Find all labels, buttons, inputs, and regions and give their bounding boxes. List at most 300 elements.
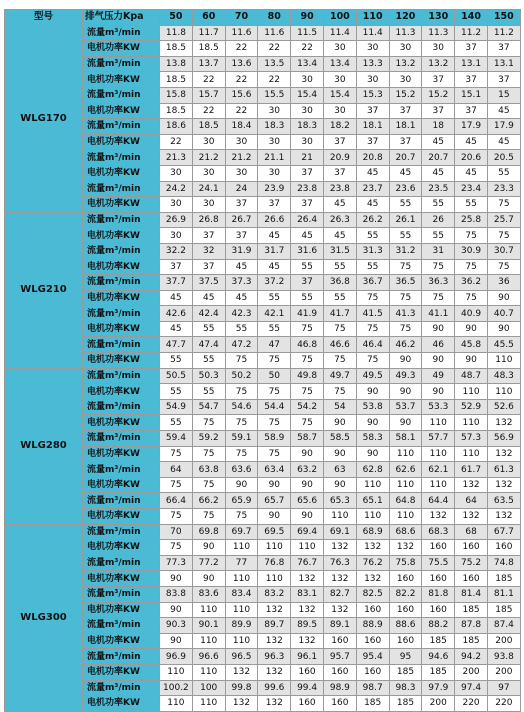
table-cell: 30 <box>323 41 356 57</box>
table-cell: 90 <box>356 415 389 431</box>
table-cell: 26.4 <box>291 212 324 228</box>
table-cell: 75.8 <box>389 555 422 571</box>
table-cell: 90 <box>160 602 193 618</box>
table-row <box>5 181 521 197</box>
table-row <box>5 571 521 587</box>
table-cell: 63.4 <box>258 462 291 478</box>
table-cell: 75 <box>258 446 291 462</box>
row-label: 流量m³/min <box>83 555 160 571</box>
row-label: 流量m³/min <box>83 493 160 509</box>
table-cell: 90 <box>291 446 324 462</box>
header-pressure-value: 70 <box>225 10 258 26</box>
table-cell: 76.2 <box>356 555 389 571</box>
table-cell: 75 <box>487 228 520 244</box>
table-cell: 31.9 <box>225 243 258 259</box>
table-cell: 70 <box>160 524 193 540</box>
table-cell: 45.8 <box>455 337 488 353</box>
table-cell: 47.7 <box>160 337 193 353</box>
table-cell: 64 <box>160 462 193 478</box>
table-cell: 11.5 <box>291 25 324 41</box>
table-cell: 90 <box>455 353 488 369</box>
table-cell: 37 <box>422 103 455 119</box>
table-cell: 45 <box>422 165 455 181</box>
table-cell: 132 <box>356 540 389 556</box>
table-cell: 42.4 <box>192 306 225 322</box>
table-cell: 58.3 <box>356 431 389 447</box>
table-cell: 26.7 <box>225 212 258 228</box>
table-cell: 185 <box>389 696 422 712</box>
table-cell: 69.7 <box>225 524 258 540</box>
table-cell: 96.9 <box>160 649 193 665</box>
table-cell: 13.4 <box>291 56 324 72</box>
table-cell: 89.5 <box>291 618 324 634</box>
table-cell: 55 <box>356 228 389 244</box>
table-cell: 75 <box>225 509 258 525</box>
table-cell: 55 <box>192 384 225 400</box>
table-cell: 63.8 <box>192 462 225 478</box>
table-cell: 75.5 <box>422 555 455 571</box>
table-cell: 11.4 <box>356 25 389 41</box>
table-cell: 63.2 <box>291 462 324 478</box>
table-cell: 22 <box>160 134 193 150</box>
table-cell: 90.1 <box>192 618 225 634</box>
table-cell: 160 <box>422 540 455 556</box>
table-cell: 68.9 <box>356 524 389 540</box>
table-cell: 37 <box>225 197 258 213</box>
table-cell: 66.2 <box>192 493 225 509</box>
row-label: 电机功率KW <box>83 696 160 712</box>
table-cell: 110 <box>160 664 193 680</box>
table-cell: 132 <box>422 509 455 525</box>
header-pressure-value: 140 <box>455 10 488 26</box>
table-cell: 55 <box>160 353 193 369</box>
table-cell: 76.3 <box>323 555 356 571</box>
table-cell: 132 <box>291 571 324 587</box>
table-cell: 21.2 <box>225 150 258 166</box>
table-cell: 11.8 <box>160 25 193 41</box>
row-label: 电机功率KW <box>83 41 160 57</box>
table-cell: 30 <box>160 165 193 181</box>
table-cell: 132 <box>356 571 389 587</box>
table-cell: 160 <box>487 540 520 556</box>
table-cell: 31.5 <box>323 243 356 259</box>
table-row <box>5 586 521 602</box>
table-cell: 37 <box>192 228 225 244</box>
table-row <box>5 87 521 103</box>
header-pressure-value: 100 <box>323 10 356 26</box>
table-cell: 110 <box>422 477 455 493</box>
table-cell: 62.6 <box>389 462 422 478</box>
table-cell: 99.8 <box>225 680 258 696</box>
table-cell: 37 <box>291 275 324 291</box>
table-cell: 41.3 <box>389 306 422 322</box>
header-pressure-value: 90 <box>291 10 324 26</box>
table-cell: 110 <box>192 664 225 680</box>
table-cell: 90 <box>422 321 455 337</box>
table-cell: 75 <box>225 384 258 400</box>
table-cell: 65.6 <box>291 493 324 509</box>
row-label: 电机功率KW <box>83 197 160 213</box>
row-label: 流量m³/min <box>83 306 160 322</box>
table-cell: 94.2 <box>455 649 488 665</box>
table-cell: 90 <box>389 353 422 369</box>
table-cell: 18.4 <box>225 119 258 135</box>
table-cell: 26 <box>422 212 455 228</box>
table-cell: 37 <box>455 41 488 57</box>
table-cell: 46.6 <box>323 337 356 353</box>
table-row <box>5 306 521 322</box>
table-cell: 75 <box>192 446 225 462</box>
table-cell: 75 <box>389 259 422 275</box>
table-cell: 30 <box>258 103 291 119</box>
table-cell: 47 <box>258 337 291 353</box>
table-cell: 37 <box>487 41 520 57</box>
table-cell: 15.3 <box>356 87 389 103</box>
table-cell: 65.3 <box>323 493 356 509</box>
table-cell: 110 <box>389 477 422 493</box>
table-cell: 132 <box>487 415 520 431</box>
table-cell: 22 <box>258 41 291 57</box>
table-cell: 36.7 <box>356 275 389 291</box>
table-cell: 26.3 <box>323 212 356 228</box>
table-cell: 41.1 <box>422 306 455 322</box>
row-label: 电机功率KW <box>83 290 160 306</box>
row-label: 流量m³/min <box>83 399 160 415</box>
table-cell: 11.6 <box>225 25 258 41</box>
table-cell: 45 <box>455 165 488 181</box>
table-row <box>5 618 521 634</box>
table-cell: 69.5 <box>258 524 291 540</box>
table-cell: 13.8 <box>160 56 193 72</box>
table-cell: 110 <box>455 384 488 400</box>
table-cell: 69.1 <box>323 524 356 540</box>
table-cell: 50 <box>258 368 291 384</box>
row-label: 流量m³/min <box>83 25 160 41</box>
table-cell: 45 <box>192 290 225 306</box>
table-cell: 132 <box>291 633 324 649</box>
table-cell: 11.4 <box>323 25 356 41</box>
row-label: 流量m³/min <box>83 181 160 197</box>
table-row <box>5 368 521 384</box>
table-cell: 50.3 <box>192 368 225 384</box>
table-cell: 24 <box>225 181 258 197</box>
table-cell: 45 <box>422 134 455 150</box>
row-label: 电机功率KW <box>83 353 160 369</box>
table-cell: 160 <box>291 664 324 680</box>
table-cell: 30 <box>225 134 258 150</box>
table-cell: 132 <box>323 540 356 556</box>
table-cell: 22 <box>225 72 258 88</box>
table-cell: 21 <box>291 150 324 166</box>
table-cell: 30 <box>192 165 225 181</box>
table-cell: 160 <box>422 602 455 618</box>
table-cell: 58.5 <box>323 431 356 447</box>
table-cell: 110 <box>389 509 422 525</box>
table-row <box>5 415 521 431</box>
table-cell: 18.5 <box>192 119 225 135</box>
table-cell: 54 <box>323 399 356 415</box>
table-row <box>5 337 521 353</box>
table-cell: 25.8 <box>455 212 488 228</box>
table-cell: 93.8 <box>487 649 520 665</box>
table-cell: 15.4 <box>323 87 356 103</box>
table-row <box>5 477 521 493</box>
table-cell: 13.6 <box>225 56 258 72</box>
table-cell: 90 <box>160 633 193 649</box>
table-cell: 23.6 <box>389 181 422 197</box>
header-pressure-label: 排气压力Kpa <box>83 10 160 26</box>
table-cell: 200 <box>455 664 488 680</box>
table-cell: 30 <box>258 134 291 150</box>
table-cell: 75 <box>323 353 356 369</box>
table-cell: 30.7 <box>487 243 520 259</box>
table-cell: 30 <box>356 72 389 88</box>
row-label: 流量m³/min <box>83 649 160 665</box>
row-label: 流量m³/min <box>83 368 160 384</box>
table-cell: 18.5 <box>192 41 225 57</box>
table-cell: 75 <box>160 509 193 525</box>
table-cell: 81.8 <box>422 586 455 602</box>
table-cell: 97 <box>487 680 520 696</box>
table-cell: 37 <box>389 103 422 119</box>
table-row <box>5 290 521 306</box>
table-cell: 37 <box>192 259 225 275</box>
table-cell: 99.4 <box>291 680 324 696</box>
table-cell: 160 <box>356 664 389 680</box>
row-label: 电机功率KW <box>83 509 160 525</box>
table-cell: 75 <box>291 384 324 400</box>
table-cell: 18.1 <box>389 119 422 135</box>
table-cell: 24.2 <box>160 181 193 197</box>
table-cell: 49.3 <box>389 368 422 384</box>
table-cell: 23.8 <box>291 181 324 197</box>
table-cell: 110 <box>487 353 520 369</box>
table-cell: 110 <box>455 446 488 462</box>
table-cell: 45 <box>487 103 520 119</box>
table-cell: 90 <box>389 415 422 431</box>
table-cell: 20.7 <box>389 150 422 166</box>
table-cell: 75 <box>225 353 258 369</box>
table-cell: 40.9 <box>455 306 488 322</box>
table-cell: 18.3 <box>291 119 324 135</box>
table-cell: 48.7 <box>455 368 488 384</box>
table-cell: 23.4 <box>455 181 488 197</box>
row-label: 电机功率KW <box>83 384 160 400</box>
table-cell: 87.4 <box>487 618 520 634</box>
table-cell: 75 <box>258 353 291 369</box>
table-cell: 55 <box>356 259 389 275</box>
table-row <box>5 25 521 41</box>
table-cell: 31.2 <box>389 243 422 259</box>
row-label: 电机功率KW <box>83 477 160 493</box>
table-cell: 90 <box>291 477 324 493</box>
row-label: 电机功率KW <box>83 446 160 462</box>
table-cell: 77 <box>225 555 258 571</box>
table-cell: 65.7 <box>258 493 291 509</box>
table-cell: 90 <box>323 446 356 462</box>
table-cell: 55 <box>422 228 455 244</box>
table-cell: 22 <box>291 41 324 57</box>
table-cell: 30 <box>291 72 324 88</box>
table-cell: 56.9 <box>487 431 520 447</box>
table-cell: 94.6 <box>422 649 455 665</box>
table-cell: 37 <box>291 165 324 181</box>
table-cell: 54.7 <box>192 399 225 415</box>
table-cell: 75 <box>389 321 422 337</box>
table-cell: 65.9 <box>225 493 258 509</box>
table-cell: 81.4 <box>455 586 488 602</box>
table-row <box>5 602 521 618</box>
table-cell: 37 <box>323 134 356 150</box>
table-cell: 110 <box>192 602 225 618</box>
table-cell: 110 <box>225 602 258 618</box>
table-cell: 160 <box>323 664 356 680</box>
table-cell: 82.7 <box>323 586 356 602</box>
table-cell: 15.6 <box>225 87 258 103</box>
table-row <box>5 446 521 462</box>
table-cell: 220 <box>487 696 520 712</box>
table-cell: 87.8 <box>455 618 488 634</box>
table-row <box>5 119 521 135</box>
table-cell: 13.5 <box>258 56 291 72</box>
table-cell: 90 <box>356 384 389 400</box>
table-cell: 132 <box>258 633 291 649</box>
table-cell: 30.9 <box>455 243 488 259</box>
table-cell: 185 <box>356 696 389 712</box>
table-cell: 110 <box>258 571 291 587</box>
table-cell: 77.2 <box>192 555 225 571</box>
table-cell: 53.3 <box>422 399 455 415</box>
table-cell: 75 <box>291 321 324 337</box>
table-cell: 132 <box>258 602 291 618</box>
table-cell: 58.7 <box>291 431 324 447</box>
table-cell: 32.2 <box>160 243 193 259</box>
table-row <box>5 680 521 696</box>
table-cell: 110 <box>356 509 389 525</box>
table-cell: 45 <box>160 321 193 337</box>
table-cell: 17.9 <box>455 119 488 135</box>
table-cell: 13.2 <box>389 56 422 72</box>
table-cell: 55 <box>258 290 291 306</box>
table-cell: 185 <box>455 633 488 649</box>
table-cell: 185 <box>455 602 488 618</box>
table-cell: 76.7 <box>291 555 324 571</box>
table-cell: 75 <box>160 477 193 493</box>
table-row <box>5 399 521 415</box>
table-cell: 37 <box>160 259 193 275</box>
table-cell: 110 <box>225 633 258 649</box>
table-cell: 75 <box>487 259 520 275</box>
row-label: 电机功率KW <box>83 571 160 587</box>
table-cell: 20.6 <box>455 150 488 166</box>
table-cell: 30 <box>356 41 389 57</box>
table-cell: 26.9 <box>160 212 193 228</box>
table-cell: 21.3 <box>160 150 193 166</box>
table-cell: 36.8 <box>323 275 356 291</box>
table-cell: 45 <box>356 197 389 213</box>
table-cell: 132 <box>225 664 258 680</box>
table-cell: 74.8 <box>487 555 520 571</box>
table-cell: 18.6 <box>160 119 193 135</box>
table-cell: 55 <box>225 321 258 337</box>
table-cell: 75 <box>389 290 422 306</box>
header-pressure-value: 110 <box>356 10 389 26</box>
table-cell: 42.6 <box>160 306 193 322</box>
table-cell: 90 <box>258 509 291 525</box>
table-cell: 22 <box>225 103 258 119</box>
spec-table-container <box>4 9 520 712</box>
table-row <box>5 555 521 571</box>
table-cell: 30 <box>389 72 422 88</box>
header-model: 型号 <box>5 10 83 26</box>
table-cell: 13.4 <box>323 56 356 72</box>
table-row <box>5 462 521 478</box>
table-cell: 37 <box>225 228 258 244</box>
table-cell: 66.4 <box>160 493 193 509</box>
table-cell: 75 <box>455 259 488 275</box>
table-cell: 83.2 <box>258 586 291 602</box>
table-cell: 160 <box>455 571 488 587</box>
table-cell: 11.2 <box>487 25 520 41</box>
table-cell: 41.7 <box>323 306 356 322</box>
table-cell: 75 <box>258 415 291 431</box>
table-cell: 30 <box>160 197 193 213</box>
table-cell: 81.1 <box>487 586 520 602</box>
table-cell: 49 <box>422 368 455 384</box>
row-label: 流量m³/min <box>83 462 160 478</box>
table-row <box>5 165 521 181</box>
table-cell: 75 <box>323 384 356 400</box>
table-cell: 110 <box>323 509 356 525</box>
table-cell: 21.2 <box>192 150 225 166</box>
table-cell: 15.5 <box>258 87 291 103</box>
table-cell: 37 <box>291 197 324 213</box>
table-cell: 37 <box>389 134 422 150</box>
table-cell: 32 <box>192 243 225 259</box>
table-cell: 18.2 <box>323 119 356 135</box>
table-cell: 30 <box>192 134 225 150</box>
table-cell: 52.9 <box>455 399 488 415</box>
table-cell: 45 <box>160 290 193 306</box>
table-cell: 88.2 <box>422 618 455 634</box>
row-label: 电机功率KW <box>83 540 160 556</box>
table-cell: 110 <box>192 696 225 712</box>
table-cell: 110 <box>225 571 258 587</box>
table-row <box>5 212 521 228</box>
table-cell: 110 <box>422 446 455 462</box>
table-cell: 55 <box>323 259 356 275</box>
row-label: 电机功率KW <box>83 633 160 649</box>
table-cell: 26.6 <box>258 212 291 228</box>
table-cell: 49.8 <box>291 368 324 384</box>
table-cell: 45 <box>389 165 422 181</box>
table-cell: 132 <box>487 477 520 493</box>
table-cell: 132 <box>258 664 291 680</box>
table-cell: 11.3 <box>422 25 455 41</box>
table-cell: 15.8 <box>160 87 193 103</box>
table-cell: 90 <box>487 321 520 337</box>
table-cell: 23.3 <box>487 181 520 197</box>
table-cell: 20.8 <box>356 150 389 166</box>
table-cell: 15.2 <box>422 87 455 103</box>
table-cell: 98.9 <box>323 680 356 696</box>
header-pressure-value: 150 <box>487 10 520 26</box>
table-cell: 31.3 <box>356 243 389 259</box>
row-label: 流量m³/min <box>83 586 160 602</box>
table-cell: 37 <box>356 134 389 150</box>
table-cell: 110 <box>291 540 324 556</box>
table-cell: 90 <box>455 321 488 337</box>
